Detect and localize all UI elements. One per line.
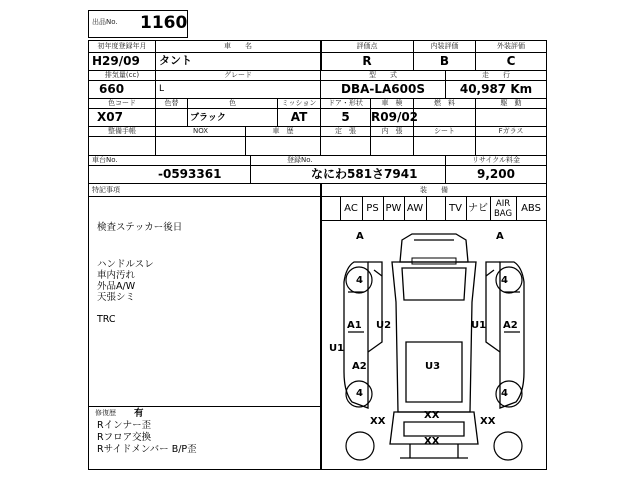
equip-ps: PS bbox=[366, 203, 379, 214]
nox-label: NOX bbox=[192, 127, 209, 135]
car-name-label: 車 名 bbox=[224, 42, 252, 50]
manual-label: 整備手帳 bbox=[108, 127, 136, 135]
inner-label: 内 張 bbox=[381, 127, 403, 135]
color-code-value: X07 bbox=[97, 110, 123, 124]
repair-value: 有 bbox=[134, 408, 144, 419]
color-code-label: 色コード bbox=[108, 99, 136, 107]
mark-rear-center-2: XX bbox=[424, 436, 440, 447]
repair-label: 修復歴 bbox=[95, 409, 116, 417]
lot-number: 1160 bbox=[140, 13, 188, 33]
notes-trc: TRC bbox=[97, 314, 116, 325]
mark-outer-u1: U1 bbox=[329, 343, 345, 354]
equip-pw: PW bbox=[385, 203, 402, 214]
mileage-value: 40,987 Km bbox=[459, 82, 533, 96]
notes-item-1: ハンドルスレ bbox=[97, 259, 154, 270]
chassis-value: -0593361 bbox=[158, 167, 222, 181]
first-reg-label: 初年度登録年月 bbox=[97, 42, 147, 50]
interior-value: B bbox=[439, 54, 450, 68]
mark-center-u3: U3 bbox=[425, 361, 441, 372]
seat-label: シート bbox=[434, 127, 455, 135]
mark-left-u2: U2 bbox=[376, 320, 392, 331]
model-value: DBA-LA600S bbox=[341, 82, 425, 96]
equip-navi: ナビ bbox=[468, 203, 488, 214]
door-label: ドア・形状 bbox=[328, 99, 363, 107]
inspection-label: 車 検 bbox=[381, 99, 403, 107]
registration-value: なにわ581さ7941 bbox=[311, 167, 418, 181]
own-label: 定 張 bbox=[335, 127, 356, 135]
exterior-value: C bbox=[506, 54, 516, 68]
repair-item-2: Rフロア交換 bbox=[97, 432, 152, 443]
mark-right-a2: A2 bbox=[503, 320, 518, 331]
drive-label: 駆 動 bbox=[500, 99, 522, 107]
score-label: 評価点 bbox=[356, 42, 378, 50]
model-label: 型 式 bbox=[369, 71, 397, 79]
interior-label: 内装評価 bbox=[430, 42, 459, 50]
exterior-label: 外装評価 bbox=[497, 42, 525, 50]
recycle-value: 9,200 bbox=[477, 167, 515, 181]
fuel-label: 燃 料 bbox=[434, 99, 455, 107]
repair-item-3: Rサイドメンバー B/P歪 bbox=[97, 444, 197, 455]
car-damage-diagram bbox=[322, 222, 546, 468]
mark-right-u1: U1 bbox=[471, 320, 487, 331]
notes-item-2: 車内汚れ bbox=[97, 270, 136, 281]
color-label: 色 bbox=[229, 99, 236, 107]
mark-rear-center-1: XX bbox=[424, 410, 440, 421]
displacement-label: 排気量(cc) bbox=[104, 71, 140, 79]
mark-rear-right: XX bbox=[480, 416, 496, 427]
chassis-label: 車台No. bbox=[92, 156, 118, 164]
history-label: 車 歴 bbox=[272, 127, 294, 135]
grade-value: L bbox=[159, 84, 165, 94]
equipment-label: 装 備 bbox=[420, 186, 448, 194]
displacement-value: 660 bbox=[99, 82, 125, 96]
repair-item-1: Rインナー歪 bbox=[97, 420, 152, 431]
door-value: 5 bbox=[341, 110, 350, 124]
color-tone-label: 色替 bbox=[164, 99, 179, 107]
first-reg-value: H29/09 bbox=[92, 54, 140, 68]
fglass-label: Fガラス bbox=[498, 127, 524, 135]
notes-item-3: 外品A/W bbox=[97, 281, 136, 292]
mission-label: ミッション bbox=[281, 99, 317, 107]
notes-line1: 検査ステッカー後日 bbox=[97, 222, 183, 233]
mark-wheel-fr: 4 bbox=[501, 275, 508, 286]
mark-left-a1: A1 bbox=[347, 320, 362, 331]
equip-tv: TV bbox=[449, 203, 462, 214]
color-value: ブラック bbox=[190, 113, 226, 123]
notes-item-4: 天張シミ bbox=[97, 292, 136, 303]
registration-label: 登録No. bbox=[287, 156, 313, 164]
mark-front-right: A bbox=[496, 231, 504, 242]
mark-wheel-fl: 4 bbox=[356, 275, 363, 286]
equip-ac: AC bbox=[344, 203, 358, 214]
mission-value: AT bbox=[290, 110, 308, 124]
recycle-label: リサイクル料金 bbox=[471, 156, 521, 164]
equip-airbag: AIR BAG bbox=[493, 199, 513, 219]
equip-aw: AW bbox=[406, 203, 424, 214]
car-name-value: タント bbox=[159, 54, 192, 67]
equip-abs: ABS bbox=[521, 203, 541, 214]
mark-wheel-rl: 4 bbox=[356, 388, 363, 399]
mark-front-left: A bbox=[356, 231, 364, 242]
mileage-label: 走 行 bbox=[482, 71, 510, 79]
grade-label: グレード bbox=[224, 71, 252, 79]
score-value: R bbox=[362, 54, 372, 68]
inspection-value: R09/02 bbox=[371, 110, 419, 124]
lot-number-label: 出品No. bbox=[92, 18, 118, 26]
mark-rear-left: XX bbox=[370, 416, 386, 427]
mark-wheel-rr: 4 bbox=[501, 388, 508, 399]
notes-label: 特記事項 bbox=[92, 186, 120, 194]
mark-rear-a2: A2 bbox=[352, 361, 367, 372]
